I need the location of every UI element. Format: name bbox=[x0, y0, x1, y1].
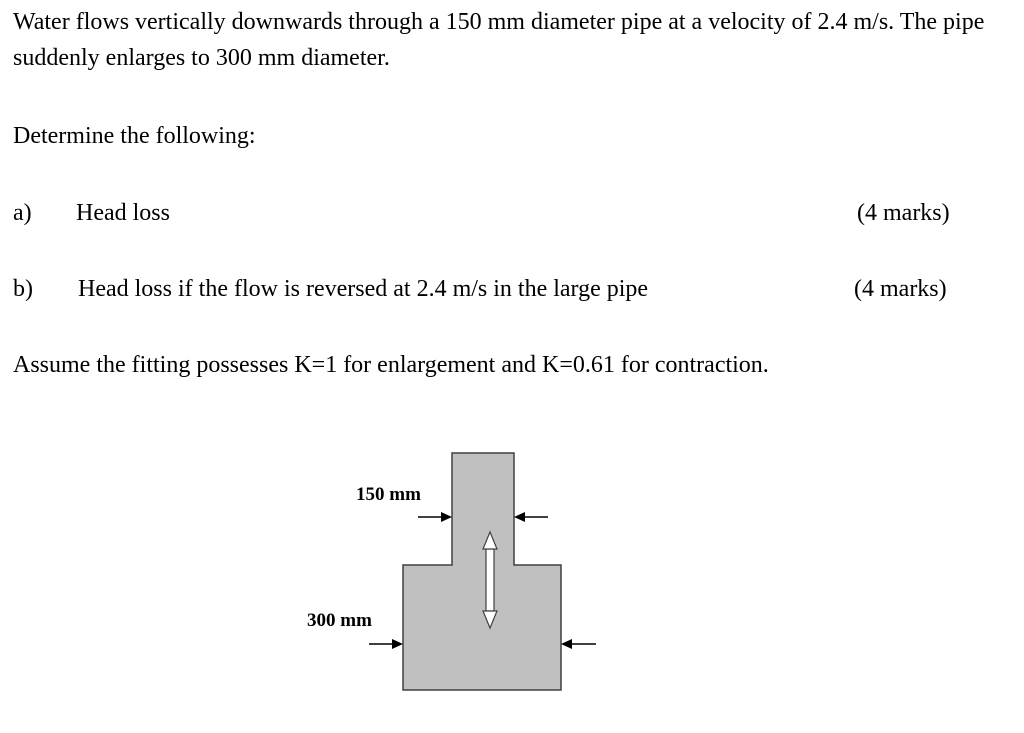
small-pipe-right-arrow bbox=[514, 512, 548, 522]
part-b-marks: (4 marks) bbox=[854, 276, 947, 302]
large-pipe-label: 300 mm bbox=[307, 610, 372, 631]
pipe-shape bbox=[403, 453, 561, 690]
small-pipe-label: 150 mm bbox=[356, 484, 421, 505]
assumption-text: Assume the fitting possesses K=1 for enlargement and K=0.61 for contraction. bbox=[13, 352, 769, 378]
large-pipe-right-arrow bbox=[561, 639, 596, 649]
problem-statement: Water flows vertically downwards through a 150 mm diameter pipe at a velocity of 2.4 m/s. The pipe suddenly enlarges to 300 mm diameter. bbox=[13, 9, 985, 71]
part-a-letter: a) bbox=[13, 200, 32, 226]
part-b-text: Head loss if the flow is reversed at 2.4 m/s in the large pipe bbox=[78, 276, 649, 302]
part-b-letter: b) bbox=[13, 276, 33, 302]
part-a-text: Head loss bbox=[76, 200, 170, 226]
large-pipe-left-arrow bbox=[369, 639, 403, 649]
small-pipe-left-arrow bbox=[418, 512, 452, 522]
part-a-marks: (4 marks) bbox=[857, 200, 950, 226]
instruction-text: Determine the following: bbox=[13, 123, 256, 149]
